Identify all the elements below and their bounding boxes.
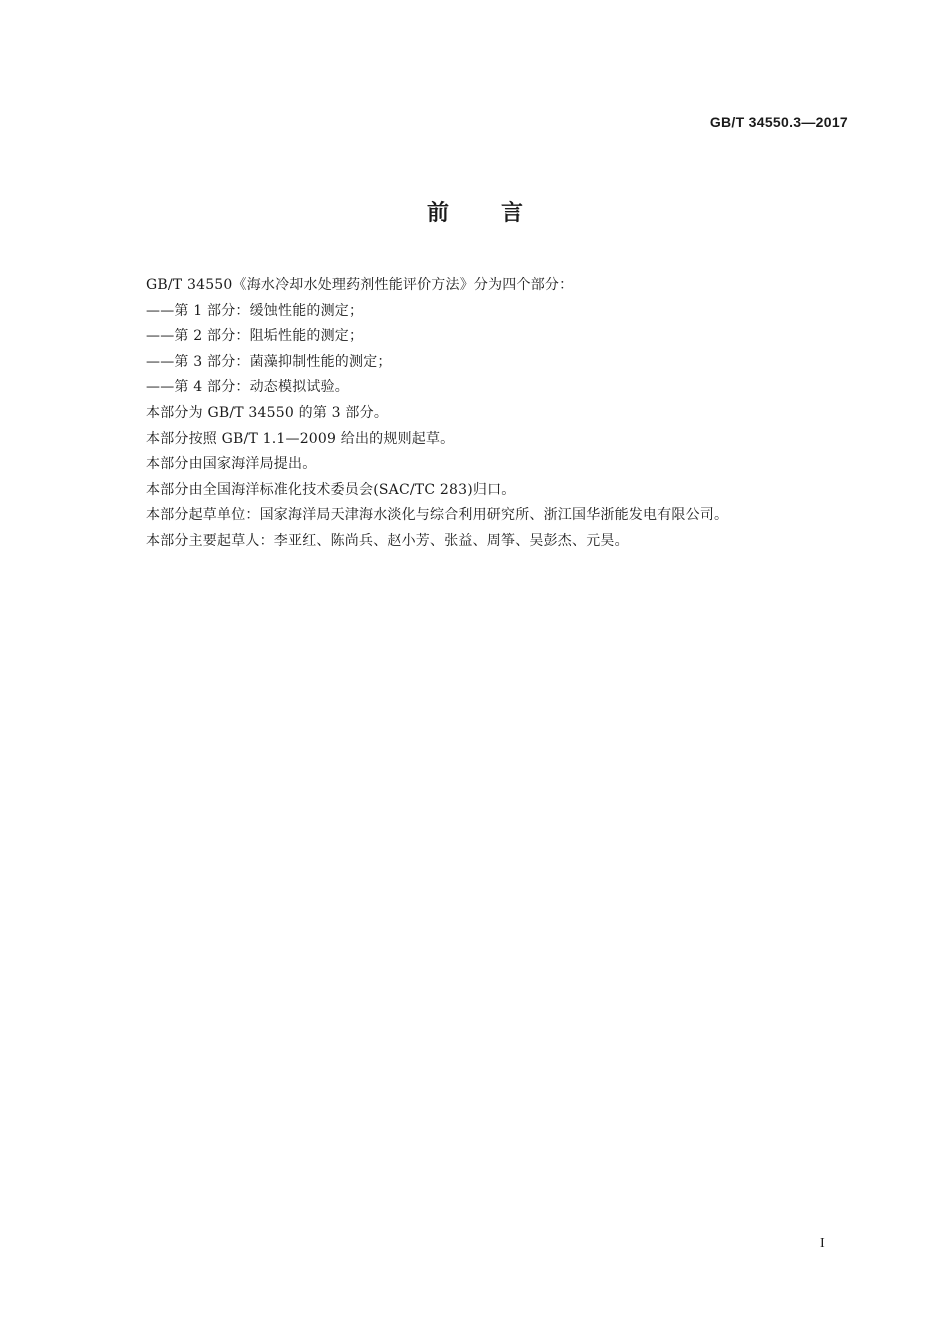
page-title: 前言 (426, 201, 575, 226)
paragraph-parts-intro: GB/T 34550《海水冷却水处理药剂性能评价方法》分为四个部分： (146, 277, 574, 293)
page-number: I (820, 1236, 825, 1251)
paragraph-this-part: 本部分为 GB/T 34550 的第 3 部分。 (146, 404, 389, 421)
paragraph-drafters: 本部分主要起草人：李亚红、陈尚兵、赵小芳、张益、周筝、吴彭杰、元昊。 (146, 532, 629, 549)
list-item-part-4: ——第 4 部分：动态模拟试验。 (146, 379, 350, 396)
paragraph-under-jurisdiction: 本部分由全国海洋标准化技术委员会(SAC/TC 283)归口。 (146, 481, 516, 498)
list-item-part-2: ——第 2 部分：阻垢性能的测定； (146, 328, 364, 345)
paragraph-drafting-rules: 本部分按照 GB/T 1.1—2009 给出的规则起草。 (146, 430, 455, 447)
list-item-part-3: ——第 3 部分：菌藻抑制性能的测定； (146, 353, 392, 370)
standard-number: GB/T 34550.3—2017 (709, 114, 848, 130)
foreword-body (146, 273, 846, 555)
paragraph-proposed-by: 本部分由国家海洋局提出。 (146, 456, 317, 473)
paragraph-drafting-units: 本部分起草单位：国家海洋局天津海水淡化与综合利用研究所、浙江国华浙能发电有限公司。 (146, 507, 729, 524)
list-item-part-1: ——第 1 部分：缓蚀性能的测定； (146, 302, 364, 319)
